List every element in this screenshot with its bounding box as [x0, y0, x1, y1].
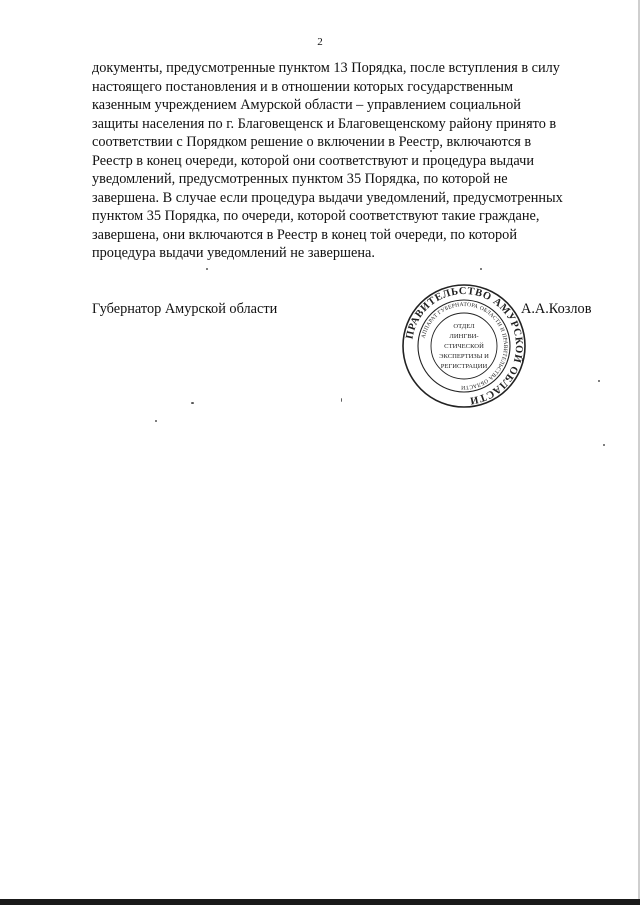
stamp-inner-text: АППАРАТ ГУБЕРНАТОРА ОБЛАСТИ И ПРАВИТЕЛЬСТВА ОБЛАСТИ — [420, 301, 509, 391]
scan-speck — [480, 268, 482, 270]
stamp-center-line: ЛИНГВИ- — [449, 333, 479, 340]
scan-bottom-edge — [0, 899, 640, 905]
stamp-center-line: РЕГИСТРАЦИИ — [440, 363, 488, 370]
scan-speck — [155, 420, 157, 422]
stamp-center-line: ОТДЕЛ — [453, 323, 475, 330]
stamp-outer-text: ПРАВИТЕЛЬСТВО АМУРСКОЙ ОБЛАСТИ — [404, 285, 525, 406]
scan-speck — [603, 444, 605, 446]
body-line: уведомлений, предусмотренных пунктом 35 Порядка, по которой не — [92, 171, 508, 187]
scan-speck — [341, 398, 342, 402]
body-line: защиты населения по г. Благовещенск и Благовещенскому району принято в — [92, 115, 557, 132]
body-line: пунктом 35 Порядка, по очереди, которой соответствуют такие граждане, — [92, 208, 540, 224]
scan-speck — [430, 150, 432, 152]
body-line: документы, предусмотренные пунктом 13 Порядка, после вступления в силу — [92, 60, 560, 76]
body-line: соответствии с Порядком решение о включении в Реестр, включаются в — [92, 134, 532, 150]
document-body — [92, 59, 602, 263]
signatory-title: Губернатор Амурской области — [92, 301, 278, 317]
stamp-center-line: ЭКСПЕРТИЗЫ И — [439, 353, 489, 360]
official-stamp — [400, 282, 528, 410]
stamp-graphic — [400, 282, 528, 410]
scan-speck — [206, 268, 208, 270]
scan-speck — [598, 380, 600, 382]
body-line: настоящего постановления и в отношении которых государственным — [92, 78, 514, 95]
stamp-center-line: СТИЧЕСКОЙ — [444, 343, 484, 350]
body-line: завершена, они включаются в Реестр в конец той очереди, по которой — [92, 226, 517, 243]
body-line: процедура выдачи уведомлений не завершена. — [92, 245, 375, 261]
body-line: казенным учреждением Амурской области – управлением социальной — [92, 97, 521, 113]
body-line: завершена. В случае если процедура выдачи уведомлений, предусмотренных — [92, 189, 563, 206]
page-number: 2 — [317, 36, 323, 48]
body-line: Реестр в конец очереди, которой они соответствуют и процедура выдачи — [92, 152, 535, 169]
signatory-name: А.А.Козлов — [521, 301, 592, 317]
scan-speck — [191, 402, 194, 404]
